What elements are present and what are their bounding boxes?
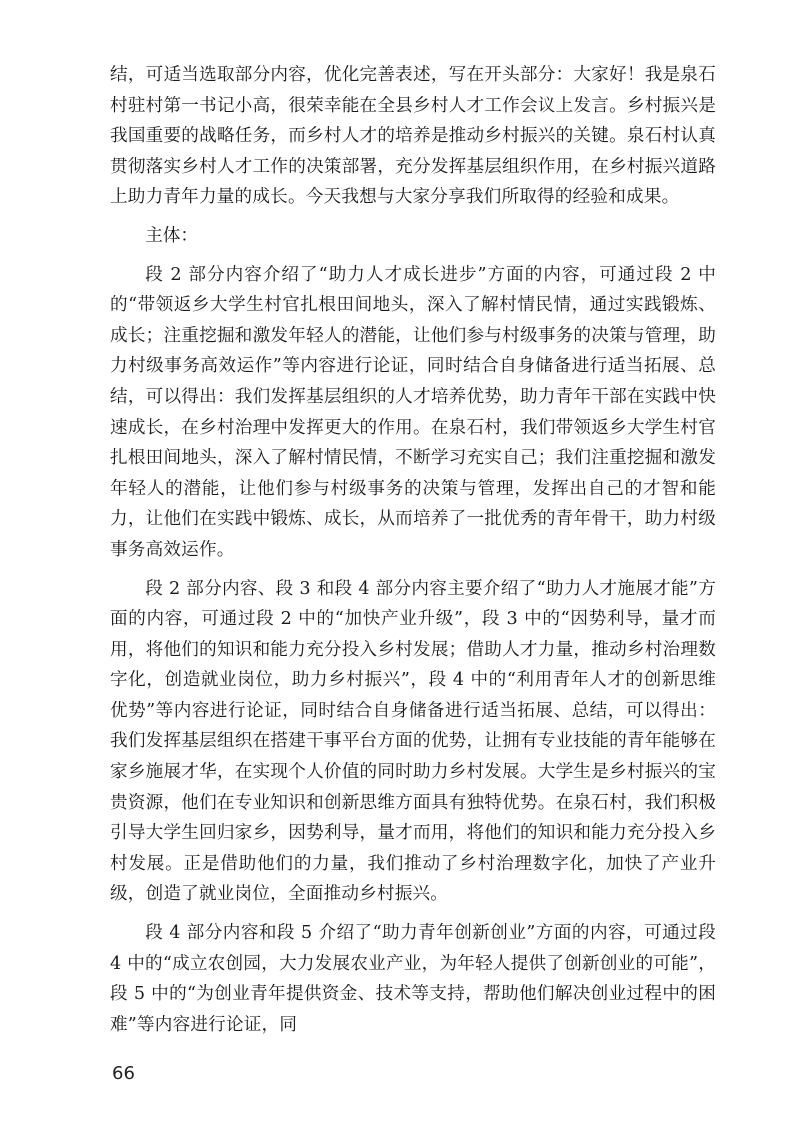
- paragraph-entrepreneurship: 段 4 部分内容和段 5 介绍了“助力青年创新创业”方面的内容，可通过段 4 中的“成立农创园，大力发展农业产业，为年轻人提供了创新创业的可能”，段 5 中的“为创业青年提供资金、技术等支持，帮助他们解决创业过程中的困难”等内容进行论证，同: [110, 923, 716, 1035]
- page-number: 66: [112, 1063, 135, 1084]
- document-page: [110, 60, 716, 1048]
- paragraph-talent-growth: 段 2 部分内容介绍了“助力人才成长进步”方面的内容，可通过段 2 中的“带领返乡大学生村官扎根田间地头，深入了解村情民情，通过实践锻炼、成长；注重挖掘和激发年轻人的潜能，让他们参与村级事务的决策与管理，助力村级事务高效运作”等内容进行论证，同时结合自身储备进行适当拓展、总结，可以得出：我们发挥基层组织的人才培养优势，助力青年干部在实践中快速成长，在乡村治理中发挥更大的作用。在泉石村，我们带领返乡大学生村官扎根田间地头，深入了解村情民情，不断学习充实自己；我们注重挖掘和激发年轻人的潜能，让他们参与村级事务的决策与管理，发挥出自己的才智和能力，让他们在实践中锻炼、成长，从而培养了一批优秀的青年骨干，助力村级事务高效运作。: [110, 264, 716, 560]
- paragraph-talent-ability: 段 2 部分内容、段 3 和段 4 部分内容主要介绍了“助力人才施展才能”方面的内容，可通过段 2 中的“加快产业升级”，段 3 中的“因势利导，量才而用，将他们的知识和能力充分投入乡村发展；借助人才力量，推动乡村治理数字化，创造就业岗位，助力乡村振兴”，段 4 中的“利用青年人才的创新思维优势”等内容进行论证，同时结合自身储备进行适当拓展、总结，可以得出：我们发挥基层组织在搭建干事平台方面的优势，让拥有专业技能的青年能够在家乡施展才华，在实现个人价值的同时助力乡村发展。大学生是乡村振兴的宝贵资源，他们在专业知识和创新思维方面具有独特优势。在泉石村，我们积极引导大学生回归家乡，因势利导，量才而用，将他们的知识和能力充分投入乡村发展。正是借助他们的力量，我们推动了乡村治理数字化，加快了产业升级，创造了就业岗位，全面推动乡村振兴。: [110, 578, 716, 905]
- paragraph-intro-continued: 结，可适当选取部分内容，优化完善表述，写在开头部分：大家好！我是泉石村驻村第一书记小高，很荣幸能在全县乡村人才工作会议上发言。乡村振兴是我国重要的战略任务，而乡村人才的培养是推动乡村振兴的关键。泉石村认真贯彻落实乡村人才工作的决策部署，充分发挥基层组织作用，在乡村振兴道路上助力青年力量的成长。今天我想与大家分享我们所取得的经验和成果。: [110, 65, 716, 208]
- body-heading: 主体：: [145, 225, 198, 246]
